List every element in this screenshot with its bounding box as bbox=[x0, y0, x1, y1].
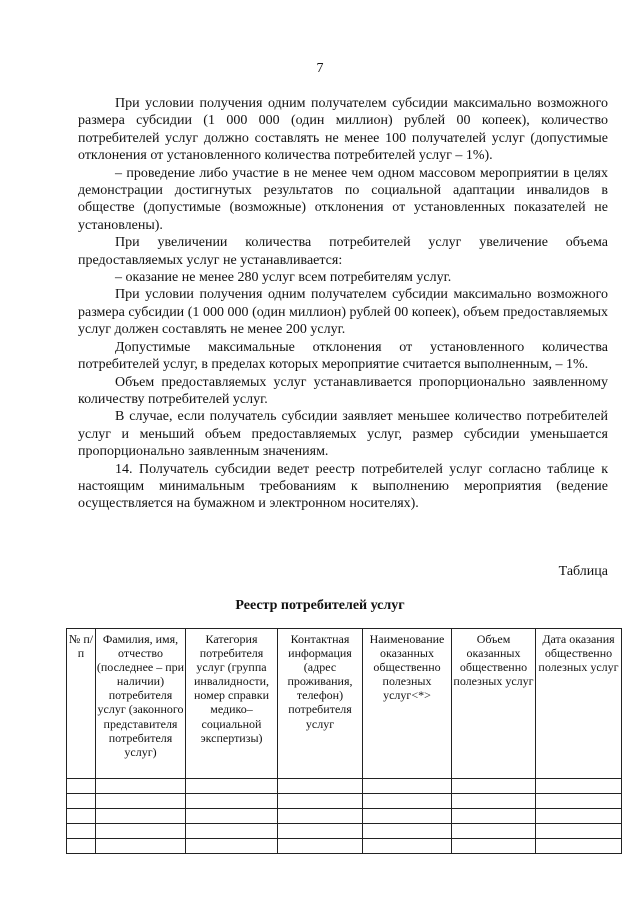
table-cell bbox=[363, 839, 452, 854]
table-row bbox=[67, 839, 622, 854]
table-cell bbox=[363, 779, 452, 794]
table-cell bbox=[452, 839, 536, 854]
paragraph: При условии получения одним получателем субсидии максимально возможного размера субсидии (1 000 000 (один миллион) рублей 00 копеек), количество потребителей услуг должно составлять не менее 100 получателей услуг (допустимые отклонения от установленного количества потребителей услуг – 1%). bbox=[78, 96, 608, 164]
header-service-volume: Объем оказанных общественно полезных услуг bbox=[452, 629, 536, 779]
paragraph: При увеличении количества потребителей услуг увеличение объема предоставляемых услуг не устанавливается: bbox=[78, 235, 608, 268]
paragraph: – проведение либо участие в не менее чем одном массовом мероприятии в целях демонстрации достигнутых результатов по социальной адаптации инвалидов в обществе (допустимые (возможные) отклонения от установленных показателей не установлены). bbox=[78, 165, 608, 233]
paragraph: – оказание не менее 280 услуг всем потребителям услуг. bbox=[115, 270, 452, 286]
table-cell bbox=[452, 824, 536, 839]
table-body bbox=[67, 779, 622, 854]
table-cell bbox=[186, 809, 278, 824]
table-row bbox=[67, 809, 622, 824]
table-cell bbox=[536, 839, 622, 854]
table-cell bbox=[186, 839, 278, 854]
paragraph: В случае, если получатель субсидии заявляет меньшее количество потребителей услуг и меньший объем предоставляемых услуг, размер субсидии уменьшается пропорционально заявленным значениям. bbox=[78, 409, 608, 460]
registry-table bbox=[66, 628, 622, 854]
table-cell bbox=[186, 794, 278, 809]
table-caption: Таблица bbox=[558, 564, 608, 579]
table-row bbox=[67, 794, 622, 809]
table-cell bbox=[67, 839, 96, 854]
table-cell bbox=[278, 779, 363, 794]
table-cell bbox=[536, 794, 622, 809]
header-service-date: Дата оказания общественно полезных услуг bbox=[536, 629, 622, 779]
body-text bbox=[78, 95, 608, 513]
table-cell bbox=[67, 809, 96, 824]
header-contact: Контактная информация (адрес проживания, телефон) потребителя услуг bbox=[278, 629, 363, 779]
table-cell bbox=[96, 779, 186, 794]
table-cell bbox=[278, 809, 363, 824]
header-service-name: Наименование оказанных общественно полезных услуг<*> bbox=[363, 629, 452, 779]
paragraph: Допустимые максимальные отклонения от установленного количества потребителей услуг, в пределах которых мероприятие считается выполненным, – 1%. bbox=[78, 339, 608, 373]
table-cell bbox=[186, 824, 278, 839]
table-cell bbox=[536, 824, 622, 839]
table-cell bbox=[452, 794, 536, 809]
table-cell bbox=[363, 824, 452, 839]
table-cell bbox=[452, 809, 536, 824]
page-number: 7 bbox=[316, 61, 324, 76]
table-cell bbox=[536, 809, 622, 824]
table-cell bbox=[278, 794, 363, 809]
table-header-row bbox=[67, 629, 622, 779]
paragraph: При условии получения одним получателем субсидии максимально возможного размера субсидии (1 000 000 (один миллион) рублей 00 копеек), объем предоставляемых услуг должен составлять не менее 200 услуг. bbox=[78, 287, 608, 338]
table-cell bbox=[363, 794, 452, 809]
table-cell bbox=[96, 809, 186, 824]
table-cell bbox=[96, 839, 186, 854]
table-cell bbox=[67, 794, 96, 809]
table-cell bbox=[452, 779, 536, 794]
table-cell bbox=[363, 809, 452, 824]
paragraph: 14. Получатель субсидии ведет реестр потребителей услуг согласно таблице к настоящим минимальным требованиям к выполнению мероприятия (ведение осуществляется на бумажном и электронном носителях). bbox=[78, 461, 608, 512]
table-cell bbox=[67, 779, 96, 794]
table-title: Реестр потребителей услуг bbox=[235, 598, 405, 613]
table-cell bbox=[536, 779, 622, 794]
table-row bbox=[67, 779, 622, 794]
table-cell bbox=[186, 779, 278, 794]
paragraph: Объем предоставляемых услуг устанавливается пропорционально заявленному количеству потребителей услуг. bbox=[78, 374, 608, 407]
table-row bbox=[67, 824, 622, 839]
table-cell bbox=[278, 839, 363, 854]
table-cell bbox=[96, 824, 186, 839]
table-cell bbox=[67, 824, 96, 839]
table-cell bbox=[96, 794, 186, 809]
header-number: № п/п bbox=[67, 629, 96, 779]
header-full-name: Фамилия, имя, отчество (последнее – при наличии) потребителя услуг (законного представителя потребителя услуг) bbox=[96, 629, 186, 779]
header-category: Категория потребителя услуг (группа инвалидности, номер справки медико–социальной экспертизы) bbox=[186, 629, 278, 779]
table-cell bbox=[278, 824, 363, 839]
